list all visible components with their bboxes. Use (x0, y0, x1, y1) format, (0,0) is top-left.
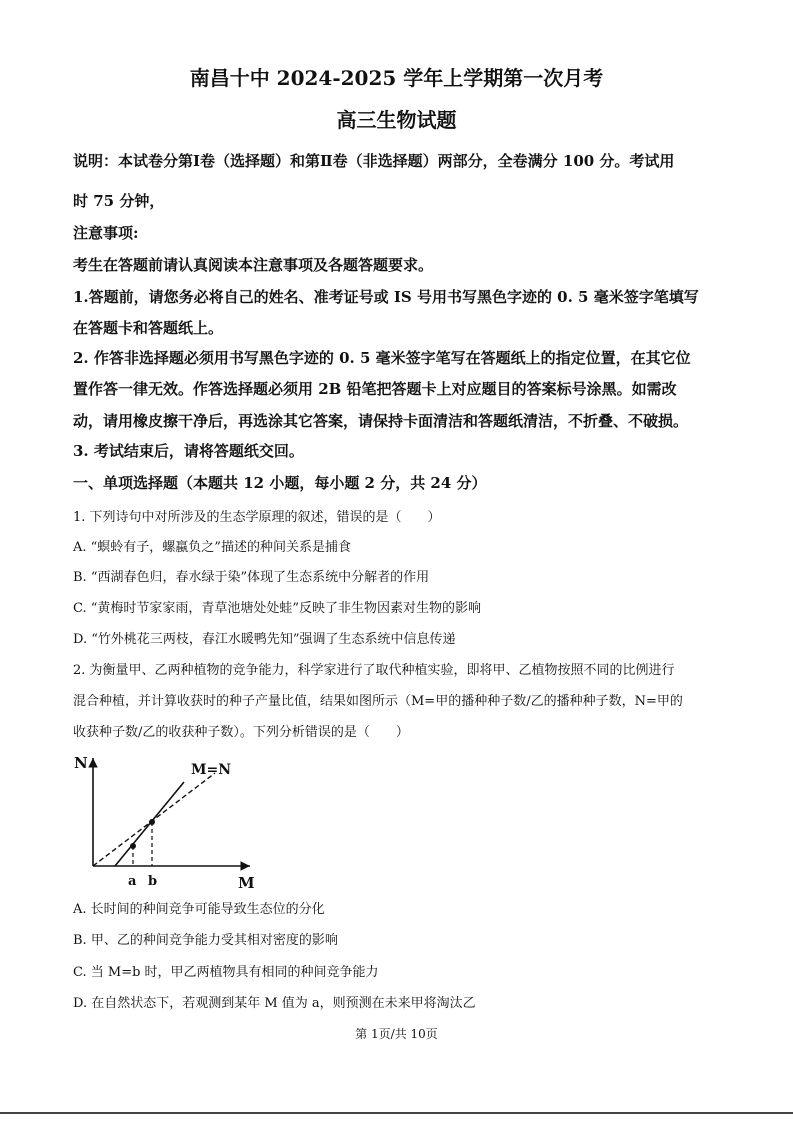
tick-a-label: a (128, 874, 137, 889)
section-1-heading: 一、单项选择题（本题共 12 小题，每小题 2 分，共 24 分） (73, 474, 487, 492)
note-2-line-1: 2. 作答非选择题必须用书写黑色字迹的 0. 5 毫米签字笔写在答题纸上的指定位置，在其它位 (73, 349, 691, 367)
bottom-divider (0, 1112, 793, 1114)
tick-b-label: b (148, 874, 158, 889)
point-b (149, 819, 155, 825)
page-number: 第 1页/共 10页 (355, 1027, 438, 1041)
q1-stem: 1. 下列诗句中对所涉及的生态学原理的叙述，错误的是（ ） (73, 510, 441, 525)
point-a (130, 843, 136, 849)
q2-stem-line-3: 收获种子数/乙的收获种子数）。下列分析错误的是（ ） (73, 725, 409, 740)
y-axis-label: N (74, 754, 88, 772)
experimental-line (115, 782, 184, 866)
q2-option-c: C. 当 M=b 时，甲乙两植物具有相同的种间竞争能力 (73, 965, 379, 980)
x-axis-label: M (238, 874, 255, 892)
q2-option-d: D. 在自然状态下，若观测到某年 M 值为 a，则预测在未来甲将淘汰乙 (73, 996, 476, 1011)
notes-heading: 注意事项: (73, 224, 139, 242)
instructions-line-2: 时 75 分钟， (73, 192, 165, 210)
q2-figure (70, 748, 270, 893)
q1-option-d: D. “竹外桃花三两枝，春江水暖鸭先知”强调了生态系统中信息传递 (73, 632, 456, 647)
notes-intro: 考生在答题前请认真阅读本注意事项及各题答题要求。 (73, 256, 434, 274)
q2-option-b: B. 甲、乙的种间竞争能力受其相对密度的影响 (73, 933, 338, 948)
note-2-line-3: 动，请用橡皮擦干净后，再选涂其它答案，请保持卡面清洁和答题纸清洁，不折叠、不破损。 (73, 412, 689, 430)
line-label: M=N (191, 762, 232, 778)
q2-option-a: A. 长时间的种间竞争可能导致生态位的分化 (73, 902, 325, 917)
note-1-line-2: 在答题卡和答题纸上。 (73, 319, 224, 337)
note-3: 3. 考试结束后，请将答题纸交回。 (73, 442, 304, 460)
instructions-line-1: 说明：本试卷分第Ⅰ卷（选择题）和第Ⅱ卷（非选择题）两部分，全卷满分 100 分。考试用 (73, 152, 675, 170)
q1-option-b: B. “西湖春色归，春水绿于染”体现了生态系统中分解者的作用 (73, 570, 430, 585)
exam-subtitle: 高三生物试题 (336, 108, 457, 132)
note-2-line-2: 置作答一律无效。作答选择题必须用 2B 铅笔把答题卡上对应题目的答案标号涂黑。如需改 (73, 380, 677, 398)
note-1-line-1: 1.答题前，请您务必将自己的姓名、准考证号或 IS 号用书写黑色字迹的 0. 5 毫米签字笔填写 (73, 288, 699, 306)
q2-stem-line-2: 混合种植，并计算收获时的种子产量比值，结果如图所示（M=甲的播种种子数/乙的播种种子数，N=甲的 (73, 694, 683, 709)
q1-option-a: A. “螟蛉有子，螺蠃负之”描述的种间关系是捕食 (73, 540, 351, 555)
q1-option-c: C. “黄梅时节家家雨，青草池塘处处蛙”反映了非生物因素对生物的影响 (73, 601, 482, 616)
exam-title: 南昌十中 2024-2025 学年上学期第一次月考 (189, 66, 604, 90)
q2-stem-line-1: 2. 为衡量甲、乙两种植物的竞争能力，科学家进行了取代种植实验，即将甲、乙植物按照不同的比例进行 (73, 663, 675, 678)
